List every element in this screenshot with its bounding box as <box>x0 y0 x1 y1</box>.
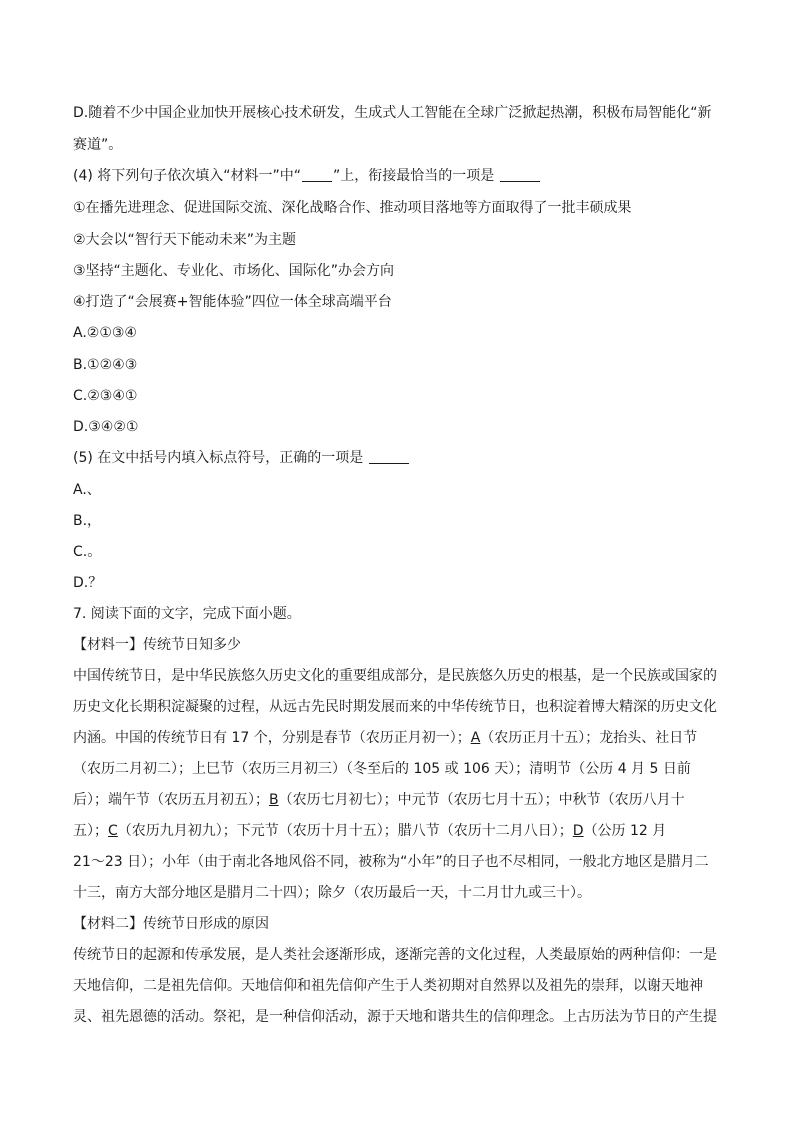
option-d-line-1: D.随着不少中国企业加快开展核心技术研发，生成式人工智能在全球广泛掀起热潮，积极布局智能化“新 <box>73 105 712 121</box>
material-1-line-7: 21～23 日）；小年（由于南北各地风俗不同，被称为“小年”的日子也不尽相同，一般北方地区是腊月二 <box>73 854 709 870</box>
text-span: （农历正月十五）；龙抬头、社日节 <box>480 730 698 746</box>
material-1-line-2: 历史文化长期积淀凝聚的过程，从远古先民时期发展而来的中华传统节日，也积淀着博大精深的历史文化 <box>73 699 717 715</box>
blank-label-c: C <box>108 823 118 839</box>
text-span: （农历九月初九）；下元节（农历十月十五）；腊八节（农历十二月八日）； <box>117 823 573 839</box>
text-span: （公历 12 月 <box>583 823 667 839</box>
answer-blank[interactable] <box>500 167 540 182</box>
material-2-line-2: 天地信仰，二是祖先信仰。天地信仰和祖先信仰产生于人类初期对自然界以及祖先的崇拜，以谢天地神 <box>73 978 703 994</box>
inline-blank <box>302 167 332 182</box>
q4-option-c: C.②③④① <box>73 388 138 404</box>
q4-option-b: B.①②④③ <box>73 357 138 373</box>
q4-option-d: D.③④②① <box>73 419 139 435</box>
blank-label-a: A <box>470 730 481 746</box>
sentence-2: ②大会以“智行天下能动未来”为主题 <box>73 232 297 248</box>
material-2-line-1: 传统节日的起源和传承发展，是人类社会逐渐形成，逐渐完善的文化过程，人类最原始的两种信仰：一是 <box>73 947 717 963</box>
material-1-line-5 <box>73 790 685 810</box>
q5-option-a: A.、 <box>73 482 101 498</box>
text-span: 后）；端午节（农历五月初五）； <box>73 792 269 808</box>
text-span: （农历七月初七）；中元节（农历七月十五）；中秋节（农历八月十 <box>278 792 685 808</box>
question-4-stem <box>73 166 541 186</box>
text-span: 五）； <box>73 823 108 839</box>
question-4-stem-b: ”上，衔接最恰当的一项是 <box>333 168 495 184</box>
material-1-line-8: 十三，南方大部分地区是腊月二十四）；除夕（农历最后一天，十二月廿九或三十）。 <box>73 885 591 901</box>
material-1-line-4: （农历二月初二）；上巳节（农历三月初三）（冬至后的 105 或 106 天）；清明节（公历 4 月 5 日前 <box>73 761 691 777</box>
question-4-stem-a: (4) 将下列句子依次填入“材料一”中“ <box>73 168 302 184</box>
material-1-line-6 <box>73 821 666 841</box>
material-1-line-1: 中国传统节日，是中华民族悠久历史文化的重要组成部分，是民族悠久历史的根基，是一个民族或国家的 <box>73 668 717 684</box>
blank-label-d: D <box>572 823 584 839</box>
text-span: 内涵。中国的传统节日有 17 个，分别是春节（农历正月初一）； <box>73 730 471 746</box>
material-2-line-3: 灵、祖先恩德的活动。祭祀，是一种信仰活动，源于天地和谐共生的信仰理念。上古历法为节日的产生提 <box>73 1009 717 1025</box>
q5-option-d: D.？ <box>73 575 103 591</box>
sentence-4: ④打造了“会展赛+智能体验”四位一体全球高端平台 <box>73 294 392 310</box>
question-5-stem-text: (5) 在文中括号内填入标点符号，正确的一项是 <box>73 450 364 466</box>
answer-blank[interactable] <box>369 449 409 464</box>
material-2-heading: 【材料二】传统节日形成的原因 <box>73 916 269 932</box>
question-5-stem <box>73 448 410 468</box>
material-1-heading: 【材料一】传统节日知多少 <box>73 637 241 653</box>
blank-label-b: B <box>269 792 279 808</box>
sentence-1: ①在播先进理念、促进国际交流、深化战略合作、推动项目落地等方面取得了一批丰硕成果 <box>73 200 632 216</box>
material-1-line-3 <box>73 728 697 748</box>
q5-option-b: B.， <box>73 513 102 529</box>
question-7-title: 7. 阅读下面的文字，完成下面小题。 <box>73 606 301 622</box>
q4-option-a: A.②①③④ <box>73 325 137 341</box>
sentence-3: ③坚持“主题化、专业化、市场化、国际化”办会方向 <box>73 263 395 279</box>
option-d-line-2: 赛道”。 <box>73 137 123 153</box>
q5-option-c: C.。 <box>73 544 102 560</box>
